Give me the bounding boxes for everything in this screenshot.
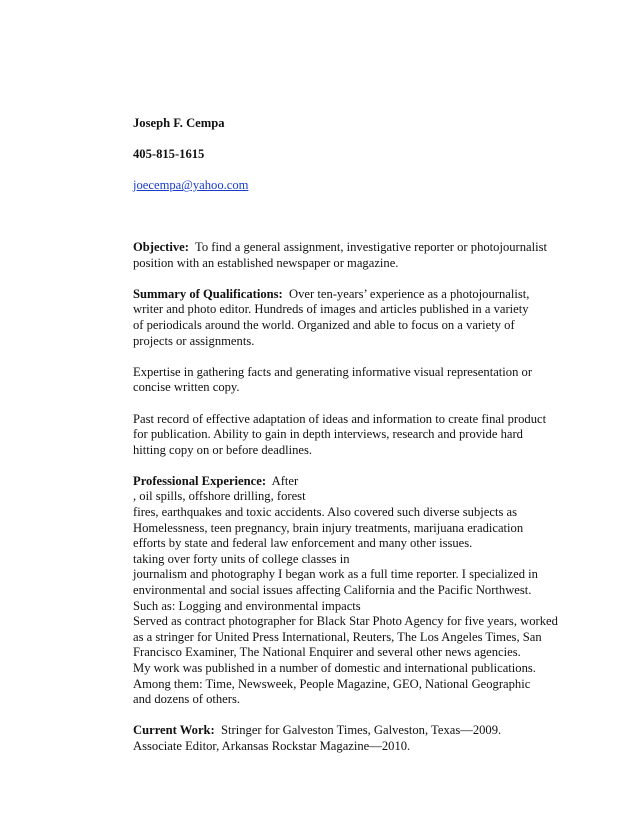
spacer [133, 132, 603, 148]
objective-label: Objective: [133, 239, 189, 254]
spacer [133, 708, 603, 724]
spacer [133, 349, 603, 365]
summary-label: Summary of Qualifications: [133, 286, 283, 301]
expertise-line-2: concise written copy. [133, 380, 240, 395]
experience-line-9: Such as: Logging and environmental impacts [133, 598, 361, 613]
objective-line-1 [133, 240, 603, 256]
spacer [133, 271, 603, 287]
objective-text: To find a general assignment, investigative reporter or photojournalist [195, 239, 548, 254]
summary-line-3: of periodicals around the world. Organized and able to focus on a variety of [133, 317, 515, 332]
experience-line-15: and dozens of others. [133, 692, 241, 707]
experience-line-6: taking over forty units of college classes in [133, 551, 350, 566]
experience-text: After [271, 473, 299, 488]
experience-line-14: Among them: Time, Newsweek, People Magazine, GEO, National Geographic [133, 676, 531, 691]
email-link[interactable]: joecempa@yahoo.com [133, 178, 249, 193]
past-record-line-1: Past record of effective adaptation of ideas and information to create final product [133, 411, 547, 426]
experience-line-1 [133, 474, 603, 490]
current-work-line-2: Associate Editor, Arkansas Rockstar Magazine—2010. [133, 738, 411, 753]
expertise-line-1: Expertise in gathering facts and generating informative visual representation or [133, 364, 533, 379]
summary-line-1 [133, 287, 603, 303]
experience-label: Professional Experience: [133, 473, 267, 488]
resume-content [133, 116, 603, 755]
current-work-line-1 [133, 723, 603, 739]
objective-line-2: position with an established newspaper or magazine. [133, 255, 399, 270]
spacer [133, 458, 603, 474]
current-work-label: Current Work: [133, 723, 215, 738]
experience-line-4: Homelessness, teen pregnancy, brain injury treatments, marijuana eradication [133, 520, 524, 535]
experience-line-8: environmental and social issues affecting California and the Pacific Northwest. [133, 583, 532, 598]
experience-line-13: My work was published in a number of domestic and international publications. [133, 661, 536, 675]
spacer [133, 396, 603, 412]
summary-text: Over ten-years’ experience as a photojournalist, [289, 286, 530, 301]
applicant-name: Joseph F. Cempa [133, 116, 225, 130]
past-record-line-2: for publication. Ability to gain in depth interviews, research and provide hard [133, 427, 523, 442]
experience-line-5: efforts by state and federal law enforcement and many other issues. [133, 536, 473, 551]
experience-line-12: Francisco Examiner, The National Enquirer and several other news agencies. [133, 645, 521, 660]
past-record-line-3: hitting copy on or before deadlines. [133, 442, 313, 457]
experience-line-7: journalism and photography I began work as a full time reporter. I specialized in [133, 567, 538, 582]
experience-line-3: fires, earthquakes and toxic accidents. Also covered such diverse subjects as [133, 505, 517, 520]
summary-line-2: writer and photo editor. Hundreds of images and articles published in a variety [133, 302, 529, 317]
current-work-text: Stringer for Galveston Times, Galveston, Texas—2009. [221, 723, 502, 738]
experience-line-2: , oil spills, offshore drilling, forest [133, 489, 306, 504]
phone-number: 405-815-1615 [133, 147, 205, 162]
spacer [133, 194, 603, 240]
experience-line-10: Served as contract photographer for Black Star Photo Agency for five years, worked [133, 614, 558, 629]
experience-line-11: as a stringer for United Press International, Reuters, The Los Angeles Times, San [133, 629, 542, 644]
summary-line-4: projects or assignments. [133, 333, 255, 348]
spacer [133, 163, 603, 179]
